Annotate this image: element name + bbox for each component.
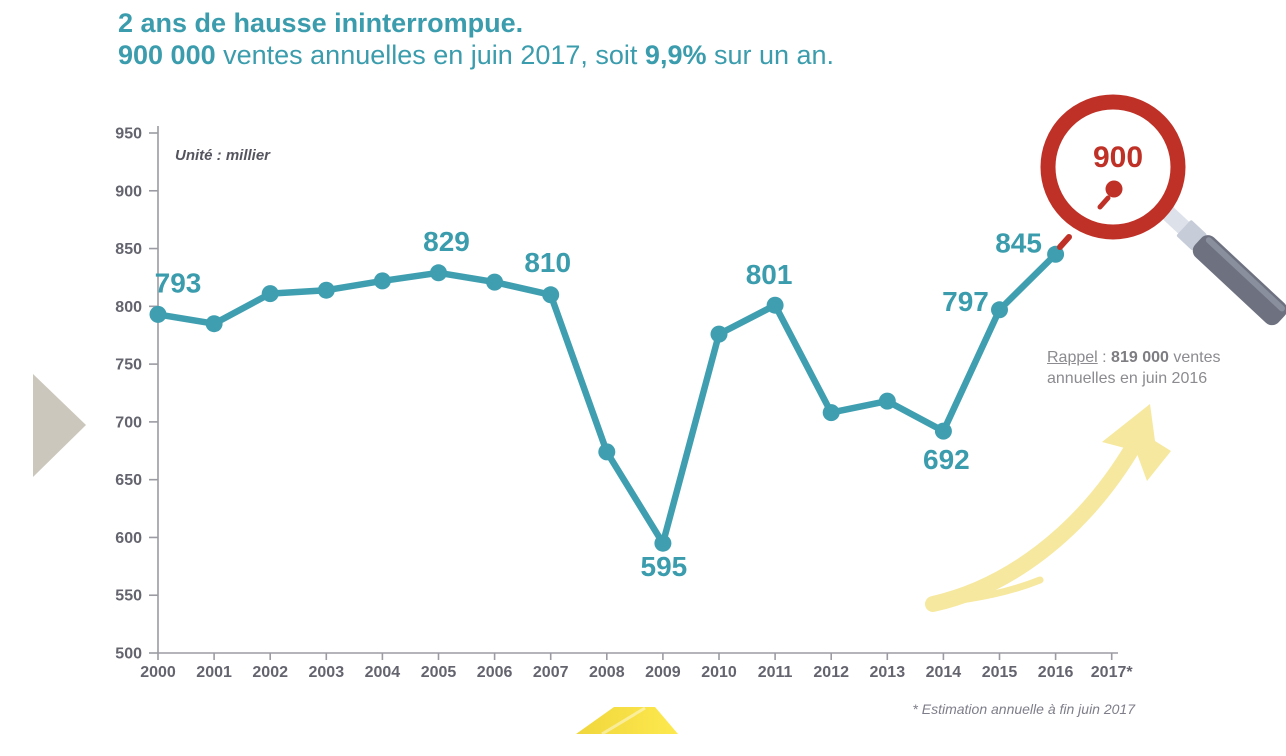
data-point-2013 — [879, 393, 896, 410]
x-tick-label: 2008 — [589, 664, 625, 681]
x-tick-label: 2005 — [420, 664, 457, 681]
title-sales-count: 900 000 — [118, 39, 216, 70]
data-point-2004 — [374, 272, 391, 289]
data-point-2003 — [318, 282, 335, 299]
house-roof-decoration — [576, 707, 678, 734]
point-label-2015: 797 — [942, 285, 989, 317]
x-tick-label: 2017* — [1090, 664, 1133, 681]
point-label-2005: 829 — [423, 225, 470, 257]
x-tick-label: 2010 — [701, 664, 737, 681]
data-point-2010 — [711, 326, 728, 343]
x-tick-label: 2009 — [645, 664, 681, 681]
rappel-note: Rappel : 819 000 ventes annuelles en juin 2016 — [1047, 349, 1221, 387]
point-label-2007: 810 — [524, 246, 572, 278]
x-tick-label: 2015 — [981, 664, 1018, 681]
trend-stub-2017 — [1060, 237, 1069, 247]
x-tick-label: 2012 — [813, 664, 849, 681]
y-tick-label: 550 — [115, 587, 142, 605]
y-tick-label: 800 — [115, 298, 142, 316]
data-point-2014 — [935, 423, 952, 440]
y-axis — [115, 126, 158, 663]
x-tick-label: 2001 — [196, 664, 232, 681]
rappel-label: Rappel — [1047, 349, 1098, 366]
point-label-2009: 595 — [640, 551, 688, 583]
x-axis — [140, 653, 1133, 681]
x-tick-label: 2016 — [1037, 664, 1074, 681]
title-line2 — [118, 40, 834, 72]
data-point-2006 — [486, 274, 503, 291]
x-tick-label: 2000 — [140, 664, 176, 681]
growth-arrow-icon — [933, 404, 1171, 604]
x-tick-label: 2006 — [476, 664, 513, 681]
x-tick-label: 2014 — [925, 664, 962, 681]
x-tick-label: 2003 — [308, 664, 345, 681]
point-labels — [155, 226, 1042, 582]
y-tick-label: 600 — [115, 529, 142, 547]
data-point-2009 — [654, 535, 671, 552]
y-tick-label: 850 — [115, 241, 142, 259]
y-tick-label: 650 — [115, 472, 142, 490]
title-line2-tail: sur un an. — [706, 39, 835, 70]
x-tick-label: 2007 — [532, 664, 569, 681]
data-point-2005 — [430, 264, 447, 281]
x-tick-label: 2011 — [757, 664, 793, 681]
data-point-2007 — [542, 286, 559, 303]
y-tick-label: 750 — [115, 356, 142, 374]
y-tick-label: 900 — [115, 183, 142, 201]
magnifier-icon — [1048, 102, 1286, 329]
rappel-value: 819 000 — [1111, 349, 1169, 366]
point-label-2014: 692 — [923, 444, 970, 476]
left-triangle-decoration — [33, 374, 86, 477]
title-line2-mid: ventes annuelles en juin 2017, soit — [215, 39, 645, 70]
footnote: * Estimation annuelle à fin juin 2017 — [912, 701, 1135, 717]
data-point-2012 — [823, 404, 840, 421]
y-tick-label: 950 — [115, 125, 142, 143]
unit-label: Unité : millier — [175, 147, 271, 164]
y-tick-label: 500 — [115, 645, 142, 663]
axes — [158, 126, 1118, 653]
data-point-2015 — [991, 301, 1008, 318]
title-growth-pct: 9,9% — [644, 39, 707, 70]
sales-line — [158, 254, 1056, 543]
data-point-2011 — [767, 297, 784, 314]
title-line1: 2 ans de hausse ininterrompue. — [118, 8, 524, 38]
data-point-2008 — [598, 443, 615, 460]
point-label-2000: 793 — [154, 267, 202, 299]
pin-icon — [1106, 181, 1123, 198]
magnifier-handle — [1155, 200, 1286, 329]
magnifier-value: 900 — [1092, 141, 1144, 174]
data-point-2000 — [150, 306, 167, 323]
data-point-2002 — [262, 285, 279, 302]
point-label-2011: 801 — [745, 259, 793, 291]
point-label-2016: 845 — [995, 227, 1042, 259]
x-tick-label: 2002 — [252, 664, 288, 681]
y-tick-label: 700 — [115, 414, 142, 432]
data-point-2001 — [206, 315, 223, 332]
chart-title — [118, 8, 834, 72]
x-tick-label: 2004 — [364, 664, 401, 681]
x-tick-label: 2013 — [869, 664, 906, 681]
